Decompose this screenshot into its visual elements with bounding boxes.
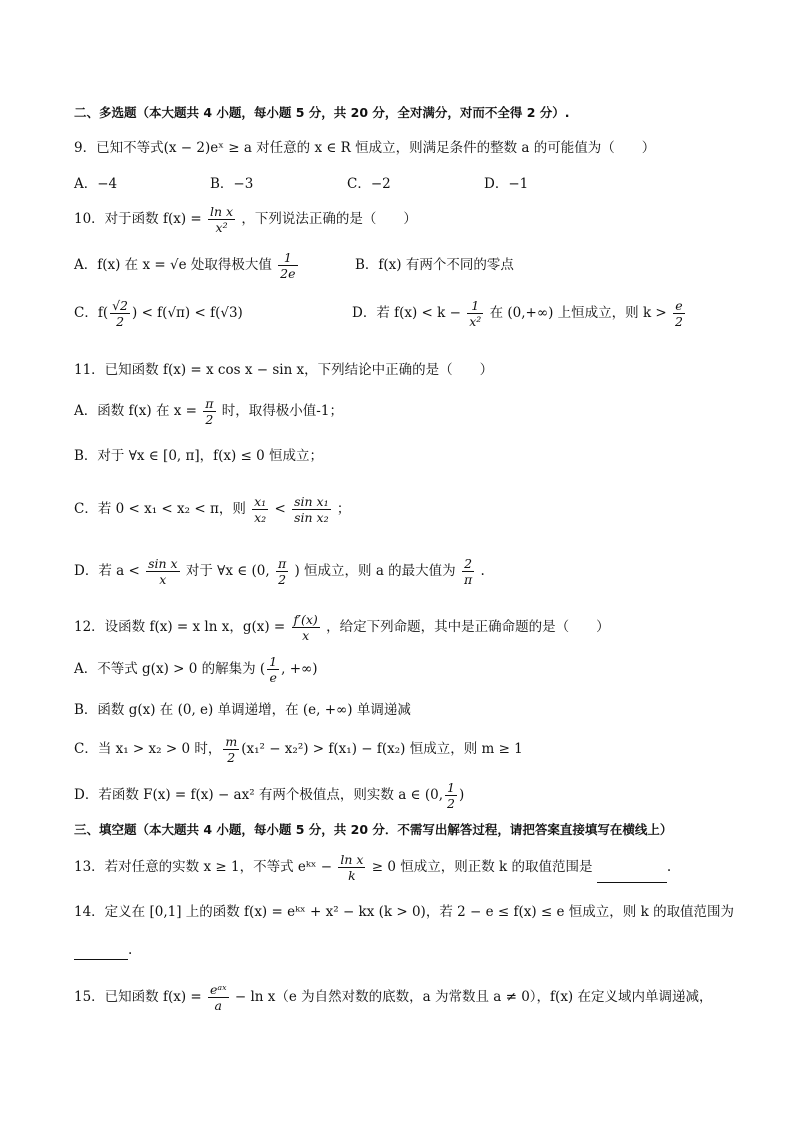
question-11-option-d: D．若 a < $\frac{\text{sin x}}{x}$ 对于 ∀x ∈ (0, $\frac{\pi}{2}$ ) 恒成立，则 a 的最大值为 $\frac{2}{\pi}$ . xyxy=(74,556,485,587)
question-12-option-b: B．函数 g(x) 在 (0, e) 单调递增，在 (e, +∞) 单调递减 xyxy=(74,702,411,718)
question-12-option-a: A．不等式 g(x) > 0 的解集为 ( $\frac{1}{e}$ , +∞) xyxy=(74,654,318,685)
question-9-option-c: C．−2 xyxy=(347,176,391,192)
section-header-multiple-choice: 二、多选题（本大题共 4 小题，每小题 5 分，共 20 分，全对满分，对而不全得 2 分）. xyxy=(74,105,570,120)
question-10-stem xyxy=(74,204,417,235)
question-10-option-b: B．f(x) 有两个不同的零点 xyxy=(355,257,514,273)
section-header-fill-in: 三、填空题（本大题共 4 小题，每小题 5 分，共 20 分．不需写出解答过程，请把答案直接填写在横线上） xyxy=(74,822,673,837)
question-14-line2: . xyxy=(74,940,132,960)
question-9-stem: 9．已知不等式(x − 2)eˣ ≥ a 对任意的 x ∈ R 恒成立，则满足条件的整数 a 的可能值为（ ） xyxy=(74,140,656,156)
question-12-option-d: D．若函数 F(x) = f(x) − ax² 有两个极值点，则实数 a ∈ (0, $\frac{1}{2}$ ) xyxy=(74,780,465,811)
question-9-option-b: B．−3 xyxy=(210,176,254,192)
question-13: 13．若对任意的实数 x ≥ 1，不等式 eᵏˣ − $\frac{\text{ln x}}{k}$ ≥ 0 恒成立，则正数 k 的取值范围是 . xyxy=(74,852,672,883)
question-12-option-c: C．当 x₁ > x₂ > 0 时， $\frac{m}{2}$ (x₁² − x₂²) > f(x₁) − f(x₂) 恒成立，则 m ≥ 1 xyxy=(74,734,523,765)
question-12-stem: 12．设函数 f(x) = x ln x，g(x) = $\frac{f'(x)}{x}$ ，给定下列命题，其中是正确命题的是（ ） xyxy=(74,612,610,643)
question-10-stem-pre: 10．对于函数 f(x) = xyxy=(74,211,202,227)
question-10-fraction: $\frac{\text{ln x}}{\text{x²}}$ xyxy=(210,204,234,235)
question-11-stem: 11．已知函数 f(x) = x cos x − sin x，下列结论中正确的是（ ） xyxy=(74,362,494,378)
question-11-option-b: B．对于 ∀x ∈ [0, π]，f(x) ≤ 0 恒成立； xyxy=(74,448,324,464)
question-11-option-a: A．函数 f(x) 在 x = $\frac{\pi}{2}$ 时，取得极小值-1； xyxy=(74,396,343,427)
question-14-line1: 14．定义在 [0,1] 上的函数 f(x) = eᵏˣ + x² − kx (k > 0)，若 2 − e ≤ f(x) ≤ e 恒成立，则 k 的取值范围为 xyxy=(74,904,735,920)
question-10-option-a: A．f(x) 在 x = √e 处取得极大值 $\frac{1}{2e}$ xyxy=(74,250,296,281)
question-10-option-d: D．若 f(x) < k − $\frac{1}{\text{x²}}$ 在 (0,+∞) 上恒成立，则 k > $\frac{e}{2}$ xyxy=(352,298,683,329)
question-9-option-d: D．−1 xyxy=(484,176,529,192)
question-13-answer-blank[interactable] xyxy=(597,868,667,883)
question-10-stem-post: ，下列说法正确的是（ ） xyxy=(241,211,417,227)
question-10-option-c: C．f( $\frac{√2}{2}$ ) < f(√π) < f(√3) xyxy=(74,298,243,329)
question-14-answer-blank[interactable] xyxy=(74,945,128,960)
question-15: 15．已知函数 f(x) = $\frac{\text{eᵃˣ}}{a}$ − ln x（e 为自然对数的底数，a 为常数且 a ≠ 0），f(x) 在定义域内单调递减， xyxy=(74,982,713,1013)
question-9-option-a: A．−4 xyxy=(74,176,118,192)
question-11-option-c: C．若 0 < x₁ < x₂ < π，则 $\frac{\text{x₁}}{\text{x₂}}$ < $\frac{\text{sin x₁}}{\text{sin x₂}}$ ； xyxy=(74,494,351,525)
